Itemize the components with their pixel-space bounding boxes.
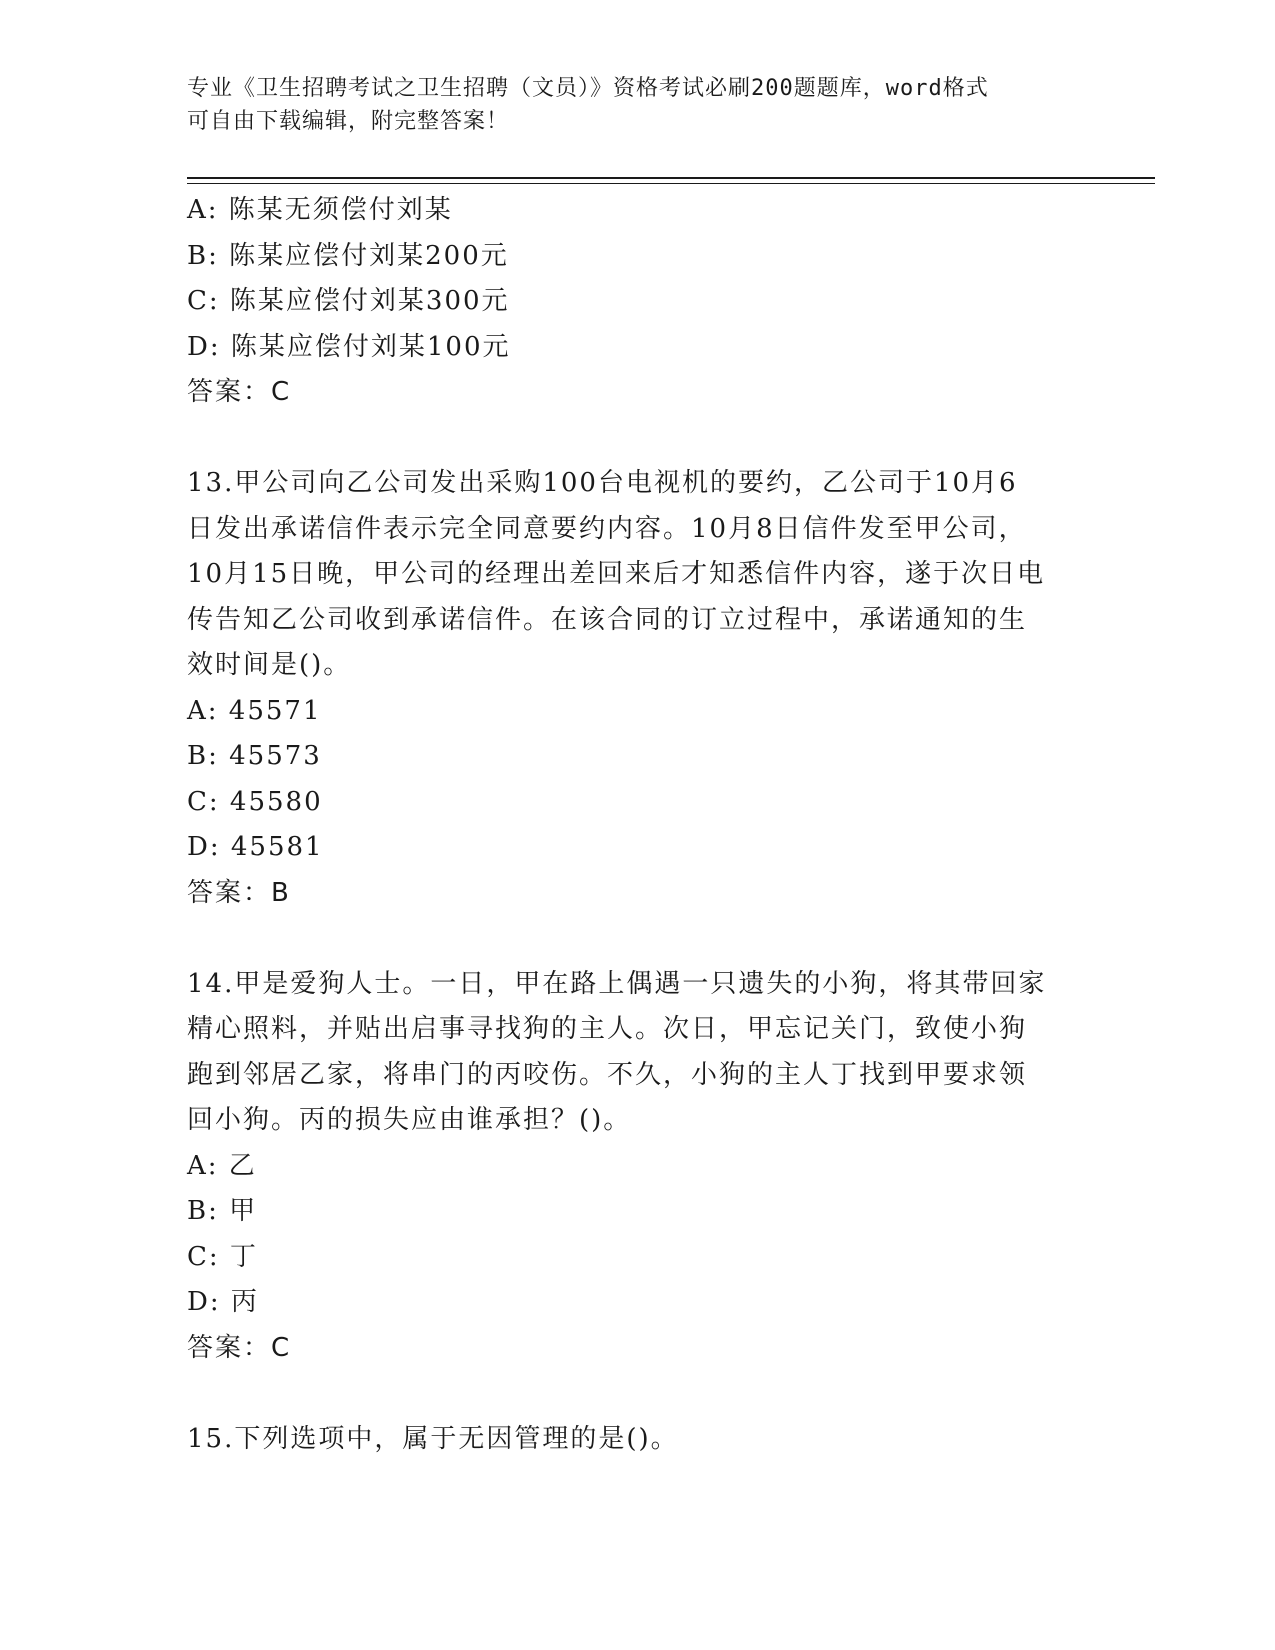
option-d: D: 45581 xyxy=(187,832,324,862)
question-14 xyxy=(187,962,1087,1372)
header-divider-thick xyxy=(187,177,1155,179)
question-12 xyxy=(187,188,1087,416)
option-c: C: 陈某应偿付刘某300元 xyxy=(187,286,510,316)
question-15 xyxy=(187,1417,1087,1463)
question-13 xyxy=(187,461,1087,916)
question-text-line: 15.下列选项中，属于无因管理的是()。 xyxy=(187,1423,679,1454)
question-text-line: 效时间是()。 xyxy=(187,650,352,680)
header-title-line-2: 可自由下载编辑，附完整答案！ xyxy=(187,109,510,134)
header-divider-thin xyxy=(187,183,1155,184)
answer-line: 答案：B xyxy=(187,877,291,908)
option-d: D: 陈某应偿付刘某100元 xyxy=(187,331,511,362)
option-c: C: 45580 xyxy=(187,786,323,817)
question-list xyxy=(187,188,1087,1462)
option-b: B: 45573 xyxy=(187,741,322,771)
header-title-line-1: 专业《卫生招聘考试之卫生招聘（文员）》资格考试必刷200题题库，word格式 xyxy=(187,76,989,101)
question-text-line: 日发出承诺信件表示完全同意要约内容。10月8日信件发至甲公司， xyxy=(187,513,1027,544)
option-a: A: 陈某无须偿付刘某 xyxy=(187,195,453,225)
option-a: A: 45571 xyxy=(187,695,322,726)
option-c: C: 丁 xyxy=(187,1241,258,1272)
document-header xyxy=(187,72,1067,138)
question-text-line: 10月15日晚，甲公司的经理出差回来后才知悉信件内容，遂于次日电 xyxy=(187,559,1046,589)
option-b: B: 陈某应偿付刘某200元 xyxy=(187,240,509,271)
option-b: B: 甲 xyxy=(187,1196,258,1226)
question-gap xyxy=(187,916,1087,962)
question-text-line: 13.甲公司向乙公司发出采购100台电视机的要约，乙公司于10月6 xyxy=(187,468,1018,498)
answer-line: 答案：C xyxy=(187,377,292,407)
answer-line: 答案：C xyxy=(187,1332,292,1363)
question-gap xyxy=(187,416,1087,462)
option-d: D: 丙 xyxy=(187,1287,259,1317)
question-text-line: 跑到邻居乙家，将串门的丙咬伤。不久，小狗的主人丁找到甲要求领 xyxy=(187,1059,1028,1090)
option-a: A: 乙 xyxy=(187,1150,257,1181)
question-text-line: 14.甲是爱狗人士。一日，甲在路上偶遇一只遗失的小狗，将其带回家 xyxy=(187,968,1047,999)
question-gap xyxy=(187,1371,1087,1417)
question-text-line: 回小狗。丙的损失应由谁承担？()。 xyxy=(187,1105,632,1135)
question-text-line: 传告知乙公司收到承诺信件。在该合同的订立过程中，承诺通知的生 xyxy=(187,604,1028,635)
question-text-line: 精心照料，并贴出启事寻找狗的主人。次日，甲忘记关门，致使小狗 xyxy=(187,1014,1028,1044)
